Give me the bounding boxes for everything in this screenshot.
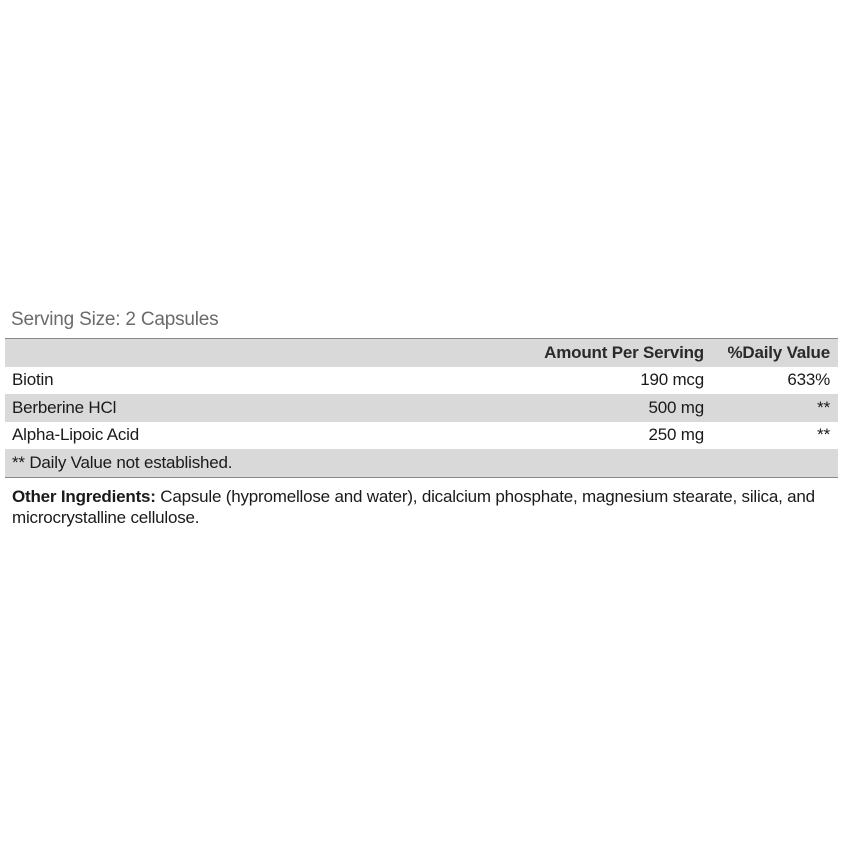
supplement-facts-panel (5, 306, 838, 528)
serving-size: Serving Size: 2 Capsules (11, 309, 219, 330)
table-header-row (5, 339, 838, 367)
nutrient-amount: 190 mcg (640, 370, 704, 390)
other-ingredients-label: Other Ingredients: (12, 486, 156, 506)
other-ingredients-text: Capsule (hypromellose and water), dicalcium phosphate, magnesium stearate, silica, and microcrystalline cellulose. (12, 486, 815, 527)
nutrient-name: Alpha-Lipoic Acid (12, 425, 140, 445)
nutrient-daily-value: ** (817, 397, 830, 417)
header-daily-value: %Daily Value (727, 342, 830, 362)
table-row (5, 422, 838, 450)
footnote-row (5, 449, 838, 477)
nutrient-daily-value: 633% (787, 370, 830, 390)
footnote: ** Daily Value not established. (12, 452, 233, 472)
nutrient-name: Biotin (12, 370, 54, 390)
nutrient-table (5, 338, 838, 478)
nutrient-name: Berberine HCl (12, 397, 117, 417)
table-row (5, 367, 838, 395)
nutrient-amount: 250 mg (648, 425, 704, 445)
table-row (5, 394, 838, 422)
nutrient-amount: 500 mg (648, 397, 704, 417)
nutrient-daily-value: ** (817, 425, 830, 445)
other-ingredients (5, 486, 838, 528)
header-amount: Amount Per Serving (544, 342, 704, 362)
